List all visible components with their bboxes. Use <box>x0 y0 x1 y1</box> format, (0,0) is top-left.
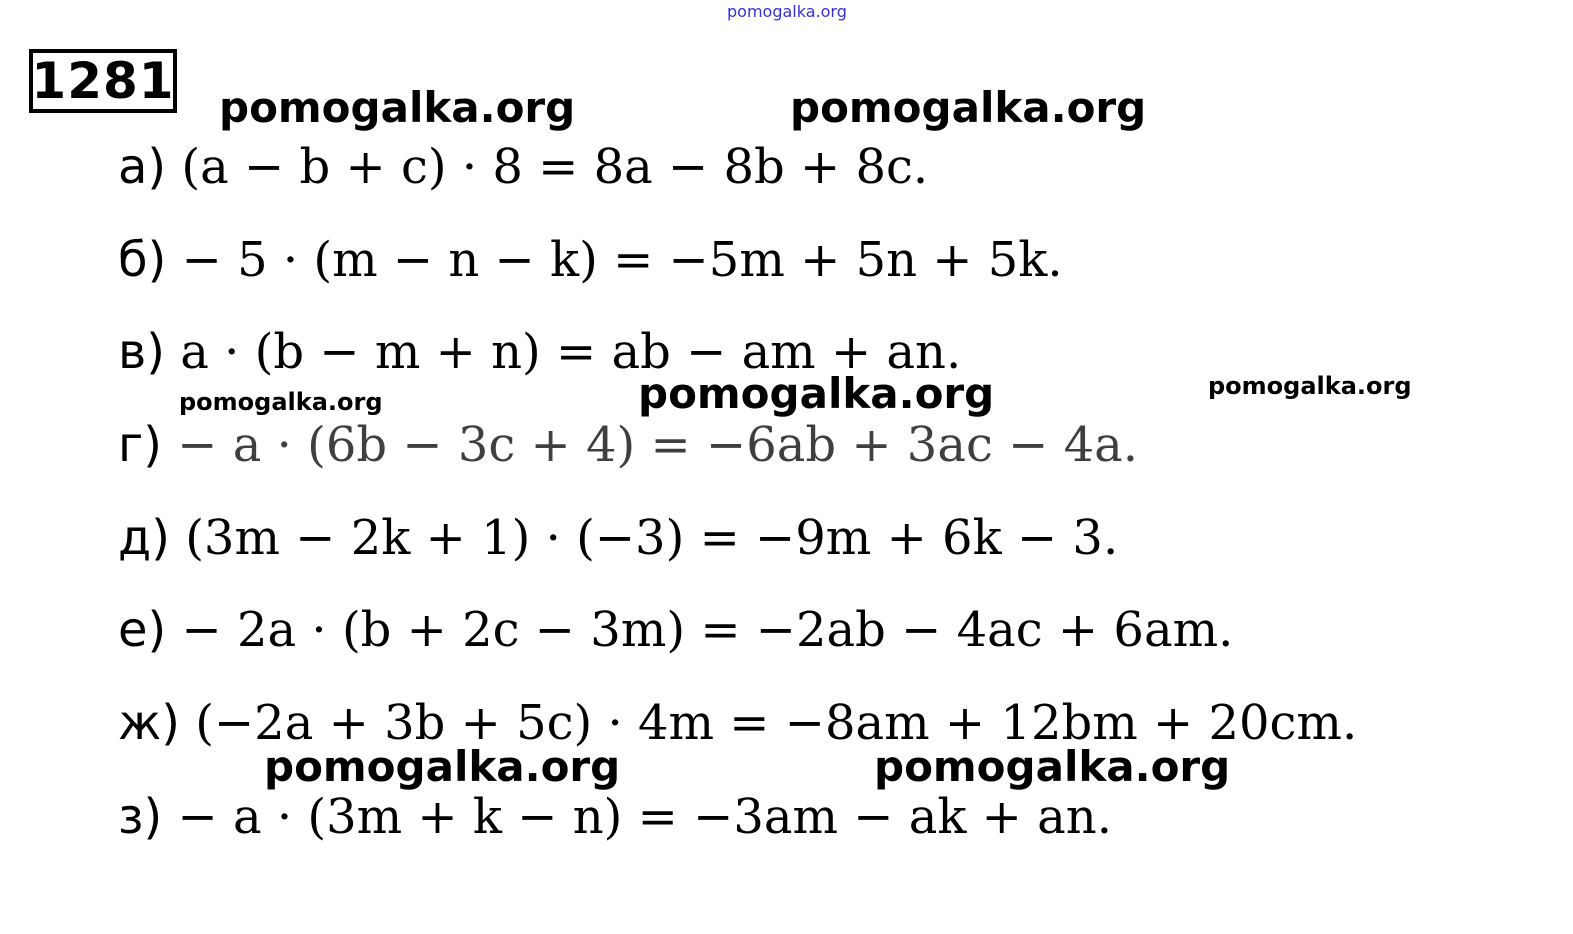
equation-expression: a · (b − m + n) = ab − am + an. <box>180 324 962 380</box>
equation-label: г) <box>118 417 162 473</box>
watermark: pomogalka.org <box>264 742 621 791</box>
equation-label: а) <box>118 139 167 195</box>
equation-label: е) <box>118 602 167 658</box>
equation-expression: − 2a · (b + 2c − 3m) = −2ab − 4ac + 6am. <box>181 602 1234 658</box>
equation-b <box>118 232 1063 288</box>
equation-h <box>118 789 1112 845</box>
equation-expression: − 5 · (m − n − k) = −5m + 5n + 5k. <box>181 232 1063 288</box>
equation-expression: (−2a + 3b + 5c) · 4m = −8am + 12bm + 20cm. <box>195 695 1358 751</box>
equation-expression: − a · (3m + k − n) = −3am − ak + an. <box>177 789 1112 845</box>
equation-label: ж) <box>118 695 180 751</box>
watermark: pomogalka.org <box>874 742 1231 791</box>
equation-g <box>118 695 1358 751</box>
watermark: pomogalka.org <box>179 388 383 416</box>
equation-label: д) <box>118 510 170 566</box>
watermark: pomogalka.org <box>638 369 995 418</box>
equation-expression: (a − b + c) · 8 = 8a − 8b + 8c. <box>181 139 929 195</box>
equation-expression: − a · (6b − 3c + 4) = −6ab + 3ac − 4a. <box>177 417 1138 473</box>
watermark: pomogalka.org <box>790 83 1147 132</box>
problem-number: 1281 <box>29 49 177 113</box>
watermark: pomogalka.org <box>219 83 576 132</box>
equation-e <box>118 510 1119 566</box>
equation-label: в) <box>118 324 166 380</box>
equation-a <box>118 139 929 195</box>
equation-d <box>118 417 1138 473</box>
site-link[interactable]: pomogalka.org <box>727 2 847 21</box>
equation-expression: (3m − 2k + 1) · (−3) = −9m + 6k − 3. <box>185 510 1119 566</box>
equation-f <box>118 602 1234 658</box>
equation-label: з) <box>118 789 163 845</box>
watermark: pomogalka.org <box>1208 372 1412 400</box>
equation-label: б) <box>118 232 167 288</box>
